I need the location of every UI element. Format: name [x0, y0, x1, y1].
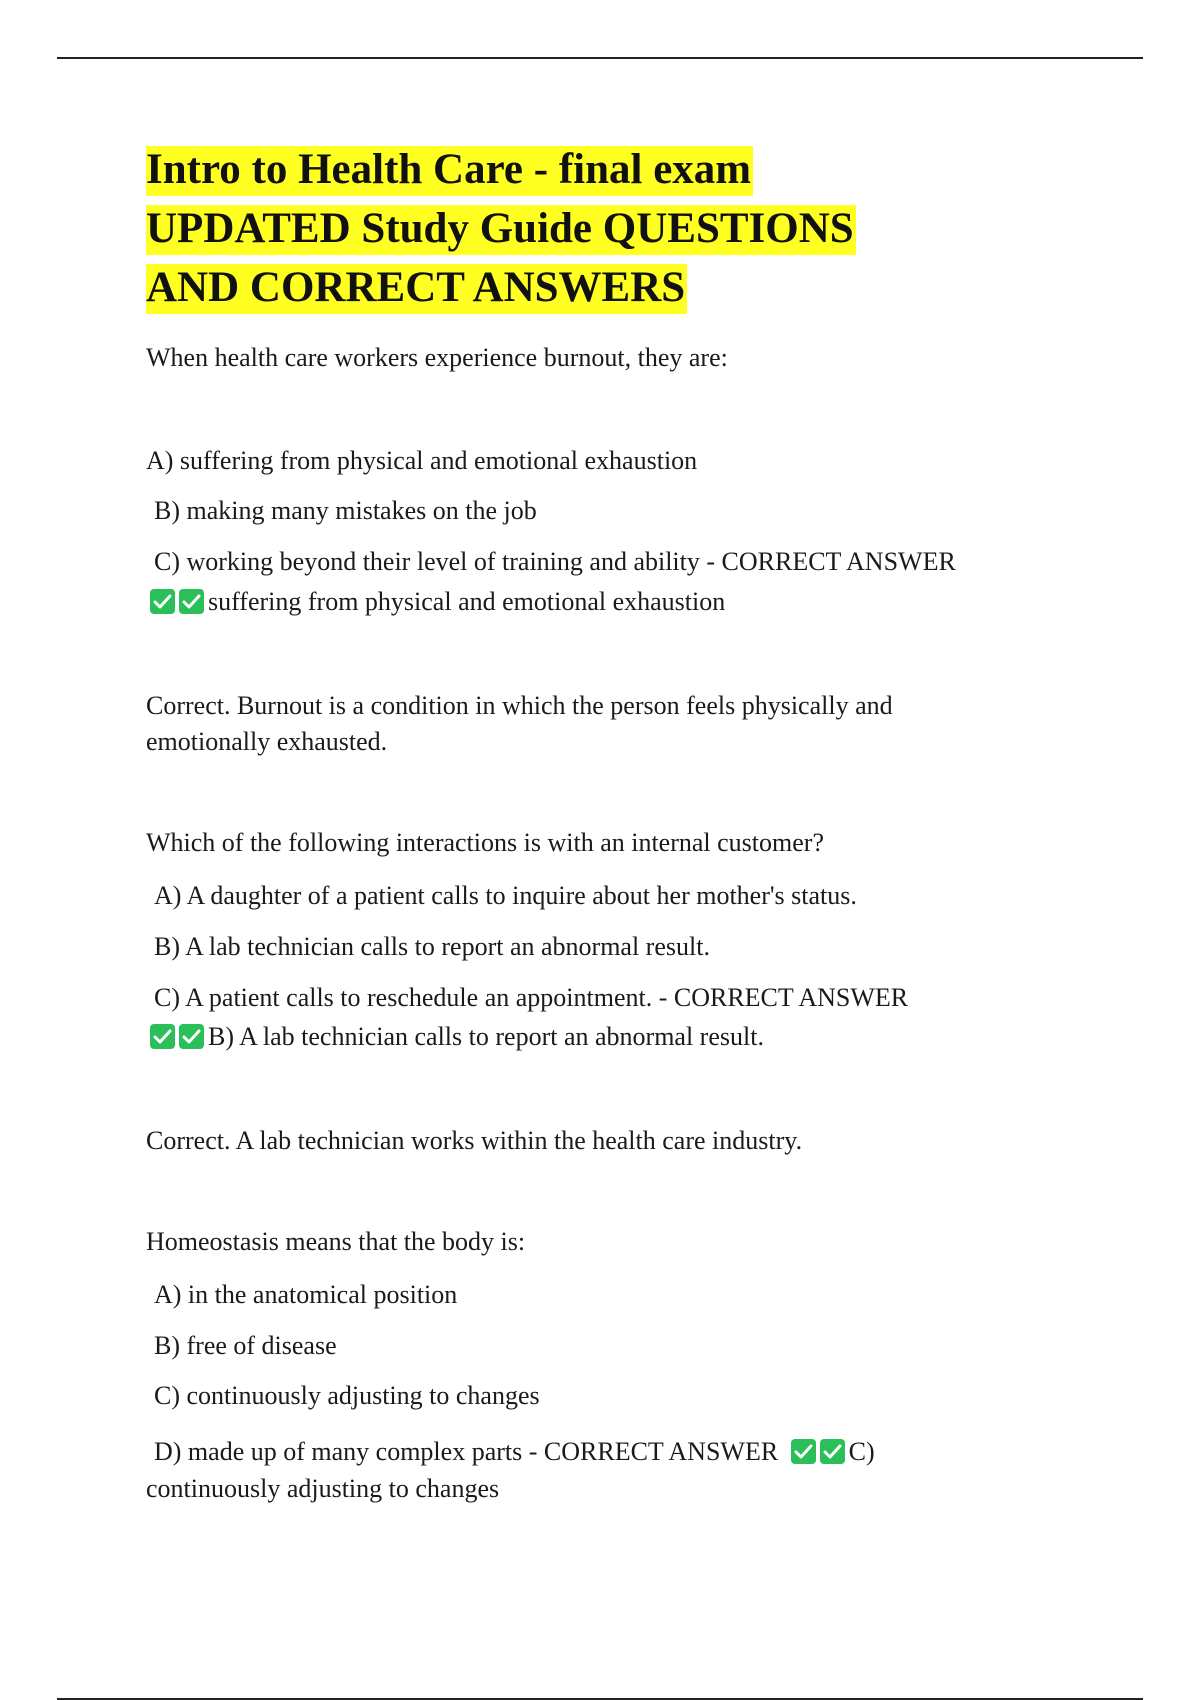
- q3-option-c: C) continuously adjusting to changes: [154, 1381, 540, 1410]
- q2-explanation: Correct. A lab technician works within the health care industry.: [146, 1126, 803, 1155]
- q2-question: Which of the following interactions is with an internal customer?: [146, 828, 824, 857]
- q3-option-d-line: [154, 1434, 1074, 1470]
- top-rule: [57, 57, 1143, 59]
- q1-option-b: B) making many mistakes on the job: [154, 496, 537, 525]
- q3-question: Homeostasis means that the body is:: [146, 1227, 526, 1256]
- q3-option-b: B) free of disease: [154, 1331, 337, 1360]
- check-mark-icon: [791, 1439, 816, 1464]
- q1-explanation-line-1: Correct. Burnout is a condition in which the person feels physically and: [146, 691, 893, 720]
- title-line-3: AND CORRECT ANSWERS: [146, 264, 687, 314]
- q2-option-c: C) A patient calls to reschedule an appointment. - CORRECT ANSWER: [154, 983, 909, 1012]
- q1-option-c: C) working beyond their level of training and ability - CORRECT ANSWER: [154, 547, 956, 576]
- check-mark-icon: [179, 1024, 204, 1049]
- check-mark-icon: [820, 1439, 845, 1464]
- q3-answer-prefix: C): [848, 1437, 875, 1466]
- q1-option-a: A) suffering from physical and emotional exhaustion: [146, 446, 698, 475]
- check-mark-icon: [150, 1024, 175, 1049]
- check-mark-icon: [150, 589, 175, 614]
- q2-option-b: B) A lab technician calls to report an abnormal result.: [154, 932, 710, 961]
- title-line-1: Intro to Health Care - final exam: [146, 146, 753, 196]
- title-line-2: UPDATED Study Guide QUESTIONS: [146, 205, 856, 255]
- q3-option-a: A) in the anatomical position: [154, 1280, 458, 1309]
- check-mark-icon: [179, 589, 204, 614]
- q3-answer: continuously adjusting to changes: [146, 1474, 500, 1503]
- q3-option-d: D) made up of many complex parts - CORRECT ANSWER: [154, 1437, 779, 1466]
- document-title: [146, 140, 1046, 317]
- q1-explanation-line-2: emotionally exhausted.: [146, 727, 388, 756]
- q1-answer: suffering from physical and emotional exhaustion: [208, 587, 726, 616]
- title-block: [146, 140, 1046, 317]
- q2-answer-line: [150, 1019, 1070, 1055]
- q1-question: When health care workers experience burnout, they are:: [146, 343, 728, 372]
- q2-answer: B) A lab technician calls to report an abnormal result.: [208, 1022, 764, 1051]
- q2-option-a: A) A daughter of a patient calls to inquire about her mother's status.: [154, 881, 857, 910]
- q1-answer-line: [150, 584, 1070, 620]
